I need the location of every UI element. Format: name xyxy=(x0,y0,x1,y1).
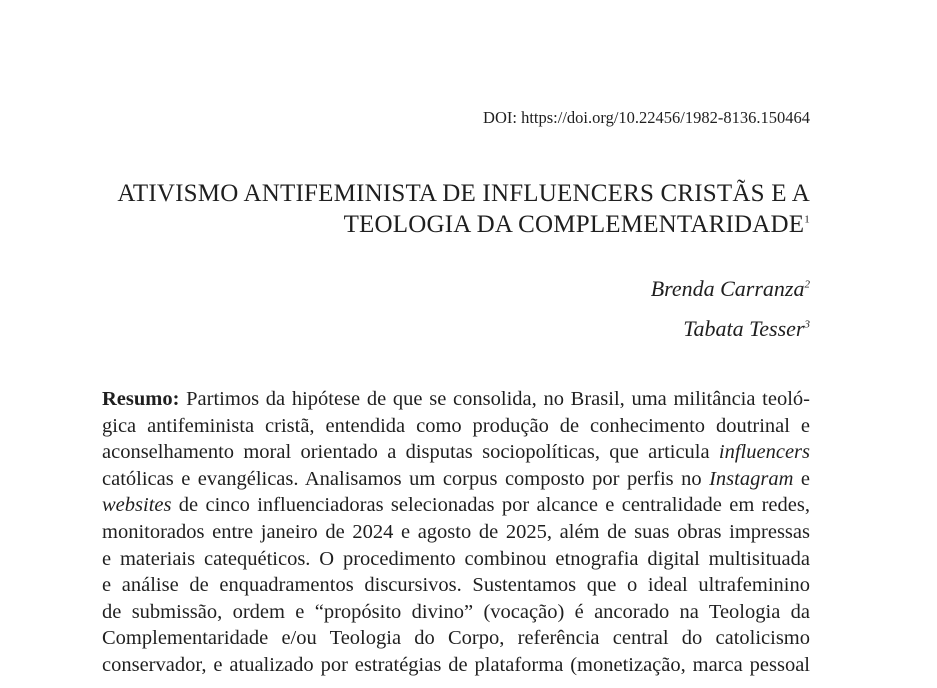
doi-line[interactable]: DOI: https://doi.org/10.22456/1982-8136.150464 xyxy=(483,108,810,127)
author-name: Tabata Tesser xyxy=(683,316,805,341)
abstract-line xyxy=(102,599,810,626)
abstract xyxy=(102,386,810,679)
abstract-text: e xyxy=(793,467,810,490)
abstract-line xyxy=(102,519,810,546)
abstract-italic-term: influencers xyxy=(718,441,810,464)
abstract-text: conservador, e atualizado por estratégias de plataforma (monetização, marca pessoal xyxy=(102,653,810,676)
abstract-italic-term: websites xyxy=(102,494,172,517)
abstract-text: aconselhamento moral orientado a disputas sociopolíticas, que articula xyxy=(102,441,719,464)
abstract-line xyxy=(102,492,810,519)
author-footnote-marker[interactable]: 3 xyxy=(804,318,810,331)
abstract-line xyxy=(102,386,810,413)
author-1 xyxy=(651,276,810,302)
abstract-line xyxy=(102,652,810,679)
abstract-line xyxy=(102,572,810,599)
abstract-line xyxy=(102,413,810,440)
abstract-italic-term: Instagram xyxy=(709,467,794,490)
author-footnote-marker[interactable]: 2 xyxy=(804,278,810,291)
title-line-2: TEOLOGIA DA COMPLEMENTARIDADE xyxy=(343,211,805,238)
abstract-line xyxy=(102,625,810,652)
abstract-text: gica antifeminista cristã, entendida como produção de conhecimento doutrinal e xyxy=(102,414,810,437)
abstract-text: Partimos da hipótese de que se consolida, no Brasil, uma militância teoló- xyxy=(179,388,810,410)
abstract-text: monitorados entre janeiro de 2024 e agosto de 2025, além de suas obras impressas xyxy=(102,520,810,543)
author-2 xyxy=(683,316,810,342)
title-line-1: ATIVISMO ANTIFEMINISTA DE INFLUENCERS CRISTÃS E A xyxy=(117,180,810,207)
title-footnote-marker[interactable]: 1 xyxy=(804,213,810,226)
author-name: Brenda Carranza xyxy=(650,276,805,301)
abstract-text: católicas e evangélicas. Analisamos um corpus composto por perfis no xyxy=(102,467,710,490)
abstract-text: e análise de enquadramentos discursivos. Sustentamos que o ideal ultrafeminino xyxy=(102,574,810,597)
abstract-text: e materiais catequéticos. O procedimento combinou etnografia digital multisituada xyxy=(102,547,810,570)
abstract-label: Resumo: xyxy=(102,388,180,410)
abstract-text: Complementaridade e/ou Teologia do Corpo, referência central do catolicismo xyxy=(102,627,810,650)
abstract-line xyxy=(102,439,810,466)
abstract-line xyxy=(102,466,810,493)
abstract-line xyxy=(102,546,810,573)
abstract-text: de cinco influenciadoras selecionadas por alcance e centralidade em redes, xyxy=(171,494,810,517)
abstract-text: de submissão, ordem e “propósito divino” (vocação) é ancorado na Teologia da xyxy=(102,600,810,623)
article-title xyxy=(90,178,810,240)
